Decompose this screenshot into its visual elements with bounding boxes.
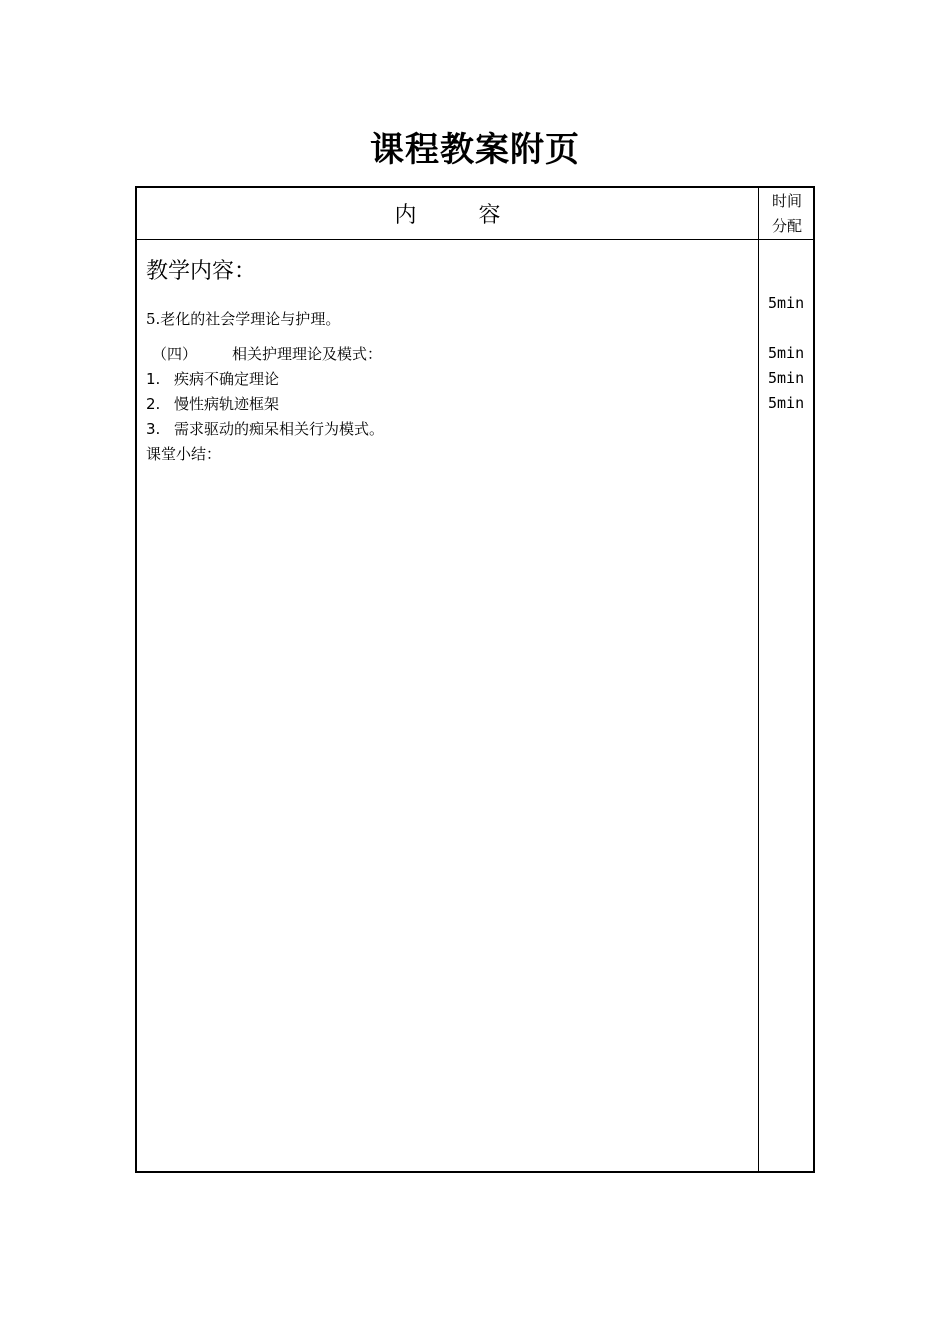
list-item-number: 3.	[146, 420, 161, 438]
time-header-line-2: 分配	[771, 216, 802, 235]
time-column-header	[759, 188, 815, 239]
list-item-number: 2.	[146, 395, 161, 413]
sub-section-line	[146, 343, 382, 364]
page-title: 课程教案附页	[370, 130, 580, 170]
content-column-header	[137, 188, 758, 239]
list-item	[146, 418, 384, 439]
list-item-text: 需求驱动的痴呆相关行为模式。	[174, 420, 385, 438]
class-summary-label: 课堂小结：	[146, 445, 222, 463]
list-item-text: 慢性病轨迹框架	[174, 395, 280, 413]
time-allocation: 5min	[768, 394, 805, 412]
sub-section-number: （四）	[152, 345, 198, 363]
header-row-divider	[137, 239, 813, 240]
content-header-char-1: 内	[394, 203, 417, 228]
list-item-text: 疾病不确定理论	[174, 370, 280, 388]
time-allocation: 5min	[768, 294, 805, 312]
list-item	[146, 368, 279, 389]
list-item-number: 1.	[146, 370, 161, 388]
column-divider	[758, 188, 759, 1171]
teaching-content-heading: 教学内容：	[146, 259, 257, 284]
item-5-text: 5.老化的社会学理论与护理。	[146, 310, 341, 328]
sub-section-text: 相关护理理论及模式：	[232, 345, 383, 363]
content-header-char-2: 容	[478, 203, 501, 228]
list-item	[146, 393, 279, 414]
time-allocation: 5min	[768, 344, 805, 362]
time-header-line-1: 时间	[771, 191, 802, 210]
time-allocation: 5min	[768, 369, 805, 387]
lesson-plan-table	[135, 186, 815, 1173]
